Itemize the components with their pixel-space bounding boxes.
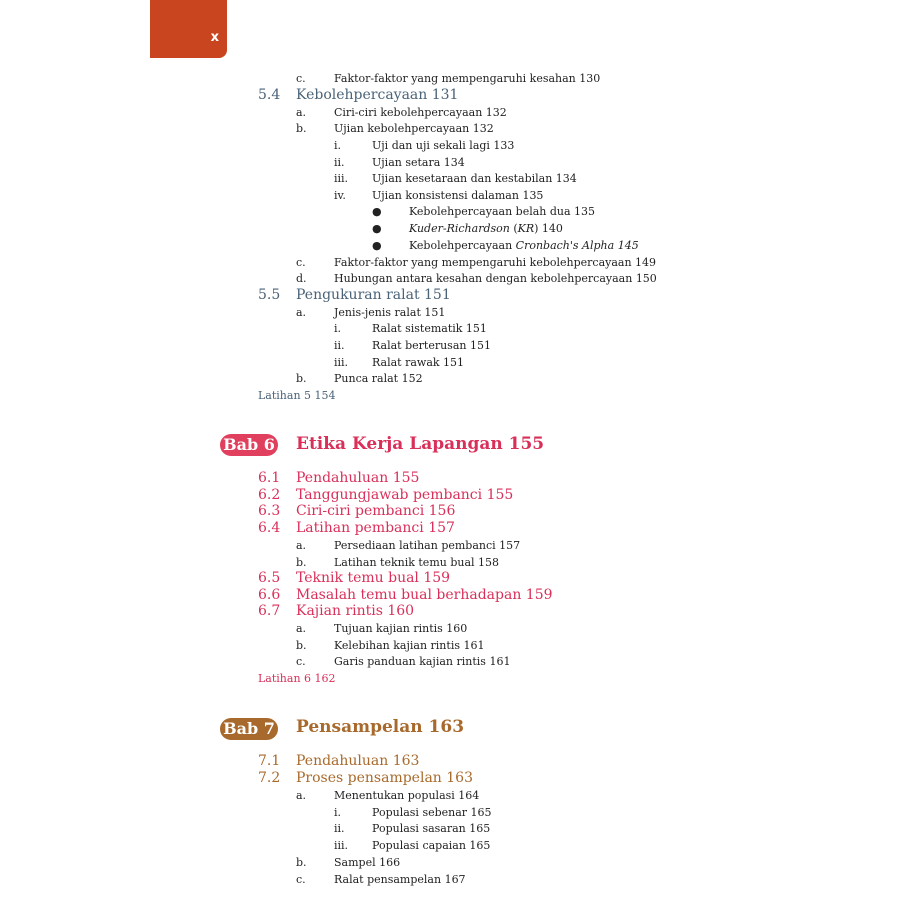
- chapter-title: Pensampelan 163: [296, 717, 465, 737]
- close-icon: x: [210, 30, 219, 45]
- bullet-icon: ●: [372, 205, 382, 218]
- page-tab: [150, 0, 227, 58]
- chapter-badge: Bab 6: [220, 434, 278, 456]
- bullet-icon: ●: [372, 222, 382, 235]
- exercise-entry: Latihan 5 154: [258, 389, 336, 402]
- chapter-badge: Bab 7: [220, 718, 278, 740]
- chapter-title: Etika Kerja Lapangan 155: [296, 434, 545, 454]
- exercise-entry: Latihan 6 162: [258, 672, 336, 685]
- bullet-icon: ●: [372, 239, 382, 252]
